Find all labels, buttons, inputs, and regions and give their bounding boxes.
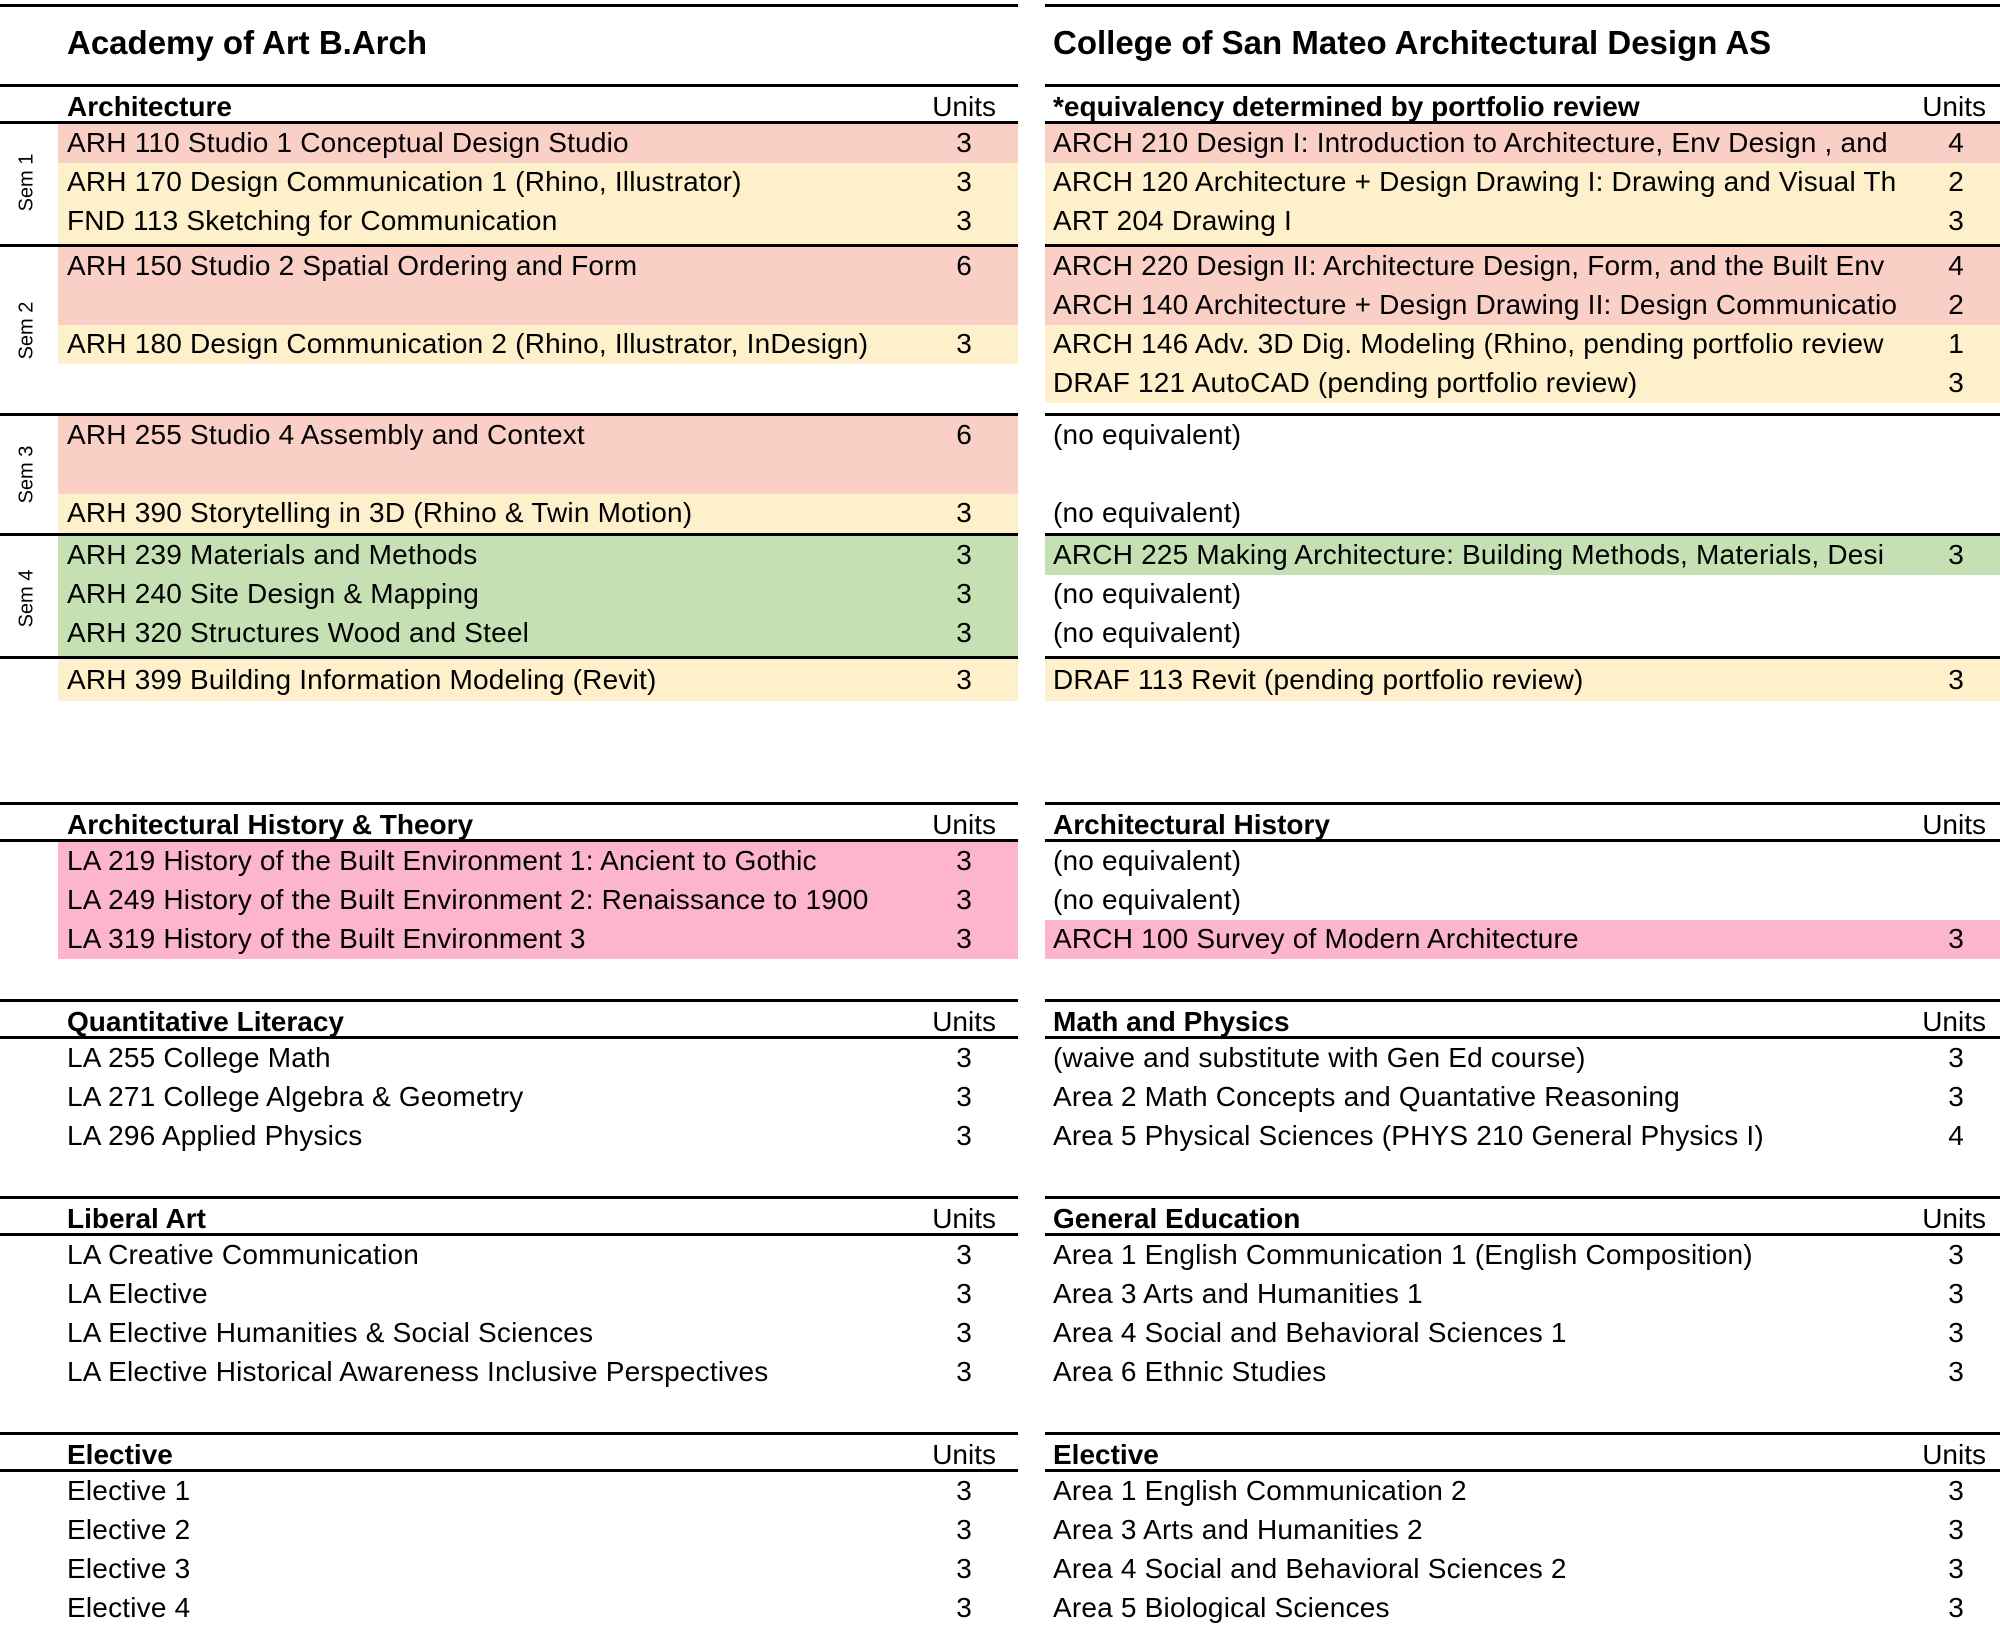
units-header: Units	[1922, 809, 1986, 840]
course-row	[0, 1550, 1018, 1589]
course-name: LA 296 Applied Physics	[67, 1120, 363, 1151]
course-group	[1045, 656, 2000, 701]
course-units: 4	[1948, 1120, 1964, 1151]
course-units: 4	[1948, 250, 1964, 281]
course-units: 2	[1948, 289, 1964, 320]
course-units: 6	[956, 419, 972, 450]
course-row	[1045, 1314, 2000, 1353]
course-units: 3	[956, 1592, 972, 1623]
course-row	[1045, 1550, 2000, 1589]
section-header	[0, 84, 1018, 124]
course-row	[1045, 920, 2000, 959]
section-title: Architectural History & Theory	[67, 809, 474, 840]
course-units: 3	[1948, 664, 1964, 695]
course-name: LA 319 History of the Built Environment 3	[67, 923, 586, 954]
course-name: LA Elective	[67, 1278, 208, 1309]
course-row	[1045, 494, 2000, 533]
course-units: 3	[956, 1553, 972, 1584]
course-row	[1045, 202, 2000, 244]
course-name: Area 1 English Communication 2	[1053, 1475, 1467, 1506]
course-name: Area 3 Arts and Humanities 1	[1053, 1278, 1423, 1309]
course-name: (waive and substitute with Gen Ed course)	[1053, 1042, 1586, 1073]
course-name: (no equivalent)	[1053, 419, 1242, 450]
top-rule	[1045, 4, 2000, 7]
course-units: 3	[956, 1317, 972, 1348]
course-row	[0, 1078, 1018, 1117]
course-units: 3	[956, 923, 972, 954]
course-name: ARH 239 Materials and Methods	[67, 539, 478, 570]
course-row	[1045, 416, 2000, 455]
course-units: 3	[956, 617, 972, 648]
course-name: LA Elective Historical Awareness Inclusive Perspectives	[67, 1356, 769, 1387]
course-name: Area 3 Arts and Humanities 2	[1053, 1514, 1423, 1545]
course-row	[1045, 163, 2000, 202]
course-units: 3	[956, 127, 972, 158]
course-row	[1045, 1511, 2000, 1550]
course-row	[0, 1472, 1018, 1511]
course-units: 3	[1948, 1317, 1964, 1348]
course-group	[1045, 244, 2000, 413]
units-header: Units	[932, 91, 996, 122]
course-units: 3	[956, 497, 972, 528]
section-header	[1045, 999, 2000, 1039]
course-units: 3	[956, 1042, 972, 1073]
course-row	[1045, 575, 2000, 614]
course-row	[1045, 1353, 2000, 1392]
course-name: DRAF 121 AutoCAD (pending portfolio review)	[1053, 367, 1638, 398]
course-units: 4	[1948, 127, 1964, 158]
course-name: Elective 3	[67, 1553, 191, 1584]
units-header: Units	[932, 1439, 996, 1470]
course-row	[0, 416, 1018, 494]
course-name: ARH 180 Design Communication 2 (Rhino, Illustrator, InDesign)	[67, 328, 869, 359]
course-name: ARH 110 Studio 1 Conceptual Design Studio	[67, 127, 629, 158]
course-name: ARCH 146 Adv. 3D Dig. Modeling (Rhino, pending portfolio review	[1053, 328, 1884, 359]
course-units: 3	[956, 1514, 972, 1545]
course-name: LA Elective Humanities & Social Sciences	[67, 1317, 594, 1348]
course-units: 3	[1948, 205, 1964, 236]
course-name: ARCH 100 Survey of Modern Architecture	[1053, 923, 1579, 954]
course-units: 3	[1948, 539, 1964, 570]
course-name: ARCH 225 Making Architecture: Building Methods, Materials, Desi	[1053, 539, 1885, 570]
course-units: 3	[956, 1081, 972, 1112]
course-units: 3	[956, 328, 972, 359]
course-name: ARH 240 Site Design & Mapping	[67, 578, 480, 609]
course-name: (no equivalent)	[1053, 617, 1242, 648]
course-row	[1045, 247, 2000, 286]
course-name: LA 255 College Math	[67, 1042, 331, 1073]
section-title: Liberal Art	[67, 1203, 206, 1234]
units-header: Units	[1922, 1006, 1986, 1037]
course-units: 3	[956, 1239, 972, 1270]
course-row	[1045, 1472, 2000, 1511]
course-row	[0, 881, 1018, 920]
course-units: 1	[1948, 328, 1964, 359]
left-quant-section	[0, 999, 1018, 1156]
course-name: LA 219 History of the Built Environment 1: Ancient to Gothic	[67, 845, 817, 876]
section-title: General Education	[1053, 1203, 1301, 1234]
section-title: Quantitative Literacy	[67, 1006, 344, 1037]
units-header: Units	[932, 1203, 996, 1234]
course-units: 3	[956, 205, 972, 236]
course-name: Area 6 Ethnic Studies	[1053, 1356, 1327, 1387]
units-header: Units	[1922, 1203, 1986, 1234]
semester-group	[0, 533, 1018, 656]
course-name: (no equivalent)	[1053, 845, 1242, 876]
course-name: LA 249 History of the Built Environment 2: Renaissance to 1900	[67, 884, 869, 915]
course-row	[1045, 1039, 2000, 1078]
left-history-section	[0, 802, 1018, 959]
course-row	[0, 494, 1018, 533]
course-name: ARH 170 Design Communication 1 (Rhino, Illustrator)	[67, 166, 742, 197]
course-row	[1045, 659, 2000, 701]
course-row	[0, 842, 1018, 881]
course-row	[0, 1353, 1018, 1392]
course-units: 3	[956, 539, 972, 570]
course-row	[0, 1236, 1018, 1275]
units-header: Units	[1922, 91, 1986, 122]
course-name: Area 4 Social and Behavioral Sciences 1	[1053, 1317, 1567, 1348]
course-name: ARH 150 Studio 2 Spatial Ordering and Form	[67, 250, 638, 281]
course-name: LA 271 College Algebra & Geometry	[67, 1081, 524, 1112]
semester-group	[0, 413, 1018, 533]
right-elective-section	[1045, 1432, 2000, 1628]
course-units: 3	[1948, 367, 1964, 398]
left-architecture-section	[0, 84, 1018, 701]
course-name: FND 113 Sketching for Communication	[67, 205, 558, 236]
course-row	[1045, 364, 2000, 413]
course-row	[0, 124, 1018, 163]
section-header	[1045, 84, 2000, 124]
course-group	[0, 656, 1018, 701]
course-row	[0, 1275, 1018, 1314]
course-row	[0, 325, 1018, 364]
course-units: 3	[956, 1475, 972, 1506]
left-elective-section	[0, 1432, 1018, 1628]
course-row	[0, 202, 1018, 244]
course-name: ARCH 210 Design I: Introduction to Architecture, Env Design , and	[1053, 127, 1888, 158]
course-units: 2	[1948, 166, 1964, 197]
course-group	[1045, 413, 2000, 533]
right-program-title: College of San Mateo Architectural Design AS	[1053, 24, 1772, 61]
section-header	[1045, 1432, 2000, 1472]
course-row	[0, 1039, 1018, 1078]
semester-label: Sem 4	[15, 569, 38, 628]
course-name: Elective 1	[67, 1475, 191, 1506]
section-title: Architectural History	[1053, 809, 1330, 840]
section-title: Elective	[67, 1439, 173, 1470]
semester-group	[0, 244, 1018, 413]
course-name: Elective 2	[67, 1514, 191, 1545]
course-units: 3	[956, 166, 972, 197]
course-name: Area 5 Physical Sciences (PHYS 210 General Physics I)	[1053, 1120, 1764, 1151]
left-liberal-section	[0, 1196, 1018, 1392]
course-name: LA Creative Communication	[67, 1239, 420, 1270]
section-header	[0, 1196, 1018, 1236]
course-row	[0, 1511, 1018, 1550]
course-name: ART 204 Drawing I	[1053, 205, 1292, 236]
course-row	[0, 1589, 1018, 1628]
course-name: ARH 255 Studio 4 Assembly and Context	[67, 419, 585, 450]
course-units: 3	[1948, 1592, 1964, 1623]
course-units: 3	[1948, 1278, 1964, 1309]
empty-row	[0, 364, 1018, 413]
course-name: (no equivalent)	[1053, 497, 1242, 528]
course-units: 3	[1948, 1475, 1964, 1506]
course-row	[0, 659, 1018, 701]
right-history-section	[1045, 802, 2000, 959]
course-row	[1045, 1589, 2000, 1628]
course-row	[0, 1117, 1018, 1156]
course-units: 3	[956, 884, 972, 915]
course-name: ARCH 120 Architecture + Design Drawing I: Drawing and Visual Th	[1053, 166, 1897, 197]
semester-label: Sem 3	[15, 445, 38, 504]
section-title: Math and Physics	[1053, 1006, 1290, 1037]
course-name: ARH 399 Building Information Modeling (Revit)	[67, 664, 657, 695]
course-row	[1045, 614, 2000, 656]
section-header	[1045, 802, 2000, 842]
course-row	[0, 536, 1018, 575]
course-name: (no equivalent)	[1053, 884, 1242, 915]
course-row	[0, 614, 1018, 656]
section-title: Elective	[1053, 1439, 1159, 1470]
units-header: Units	[1922, 1439, 1986, 1470]
units-header: Units	[932, 1006, 996, 1037]
course-row	[0, 163, 1018, 202]
course-name: (no equivalent)	[1053, 578, 1242, 609]
course-units: 3	[1948, 1553, 1964, 1584]
course-name: Area 5 Biological Sciences	[1053, 1592, 1390, 1623]
course-units: 3	[1948, 1081, 1964, 1112]
right-quant-section	[1045, 999, 2000, 1156]
course-row	[0, 247, 1018, 325]
right-architecture-section	[1045, 84, 2000, 701]
course-name: ARH 390 Storytelling in 3D (Rhino & Twin Motion)	[67, 497, 693, 528]
course-row	[1045, 1236, 2000, 1275]
course-name: Area 4 Social and Behavioral Sciences 2	[1053, 1553, 1567, 1584]
section-title: *equivalency determined by portfolio review	[1053, 91, 1640, 122]
course-units: 3	[956, 664, 972, 695]
course-units: 6	[956, 250, 972, 281]
course-row	[1045, 124, 2000, 163]
course-units: 3	[1948, 1514, 1964, 1545]
course-row	[1045, 1275, 2000, 1314]
course-units: 3	[1948, 923, 1964, 954]
course-name: ARCH 140 Architecture + Design Drawing II: Design Communicatio	[1053, 289, 1898, 320]
course-row	[1045, 881, 2000, 920]
course-row	[1045, 1078, 2000, 1117]
course-units: 3	[956, 1278, 972, 1309]
course-units: 3	[956, 845, 972, 876]
course-row	[0, 575, 1018, 614]
course-name: Area 2 Math Concepts and Quantative Reasoning	[1053, 1081, 1680, 1112]
course-name: ARCH 220 Design II: Architecture Design, Form, and the Built Env	[1053, 250, 1885, 281]
course-units: 3	[956, 578, 972, 609]
course-row	[1045, 1117, 2000, 1156]
course-units: 3	[956, 1356, 972, 1387]
course-row	[1045, 286, 2000, 325]
course-name: ARH 320 Structures Wood and Steel	[67, 617, 530, 648]
semester-group	[0, 124, 1018, 244]
left-program-title: Academy of Art B.Arch	[67, 24, 428, 61]
course-name: Area 1 English Communication 1 (English Composition)	[1053, 1239, 1753, 1270]
top-rule	[0, 4, 1018, 7]
course-name: Elective 4	[67, 1592, 191, 1623]
semester-label: Sem 2	[15, 301, 38, 359]
course-units: 3	[1948, 1042, 1964, 1073]
course-row	[1045, 842, 2000, 881]
course-row	[0, 1314, 1018, 1353]
course-units: 3	[956, 1120, 972, 1151]
right-gened-section	[1045, 1196, 2000, 1392]
units-header: Units	[932, 809, 996, 840]
course-name: DRAF 113 Revit (pending portfolio review)	[1053, 664, 1584, 695]
course-row	[0, 920, 1018, 959]
course-group	[1045, 124, 2000, 244]
course-units: 3	[1948, 1356, 1964, 1387]
section-title: Architecture	[67, 91, 232, 122]
course-group	[1045, 533, 2000, 656]
semester-label: Sem 1	[15, 153, 38, 212]
course-row	[1045, 325, 2000, 364]
section-header	[0, 1432, 1018, 1472]
empty-row	[1045, 455, 2000, 494]
course-row	[1045, 536, 2000, 575]
section-header	[0, 999, 1018, 1039]
section-header	[1045, 1196, 2000, 1236]
section-header	[0, 802, 1018, 842]
course-units: 3	[1948, 1239, 1964, 1270]
